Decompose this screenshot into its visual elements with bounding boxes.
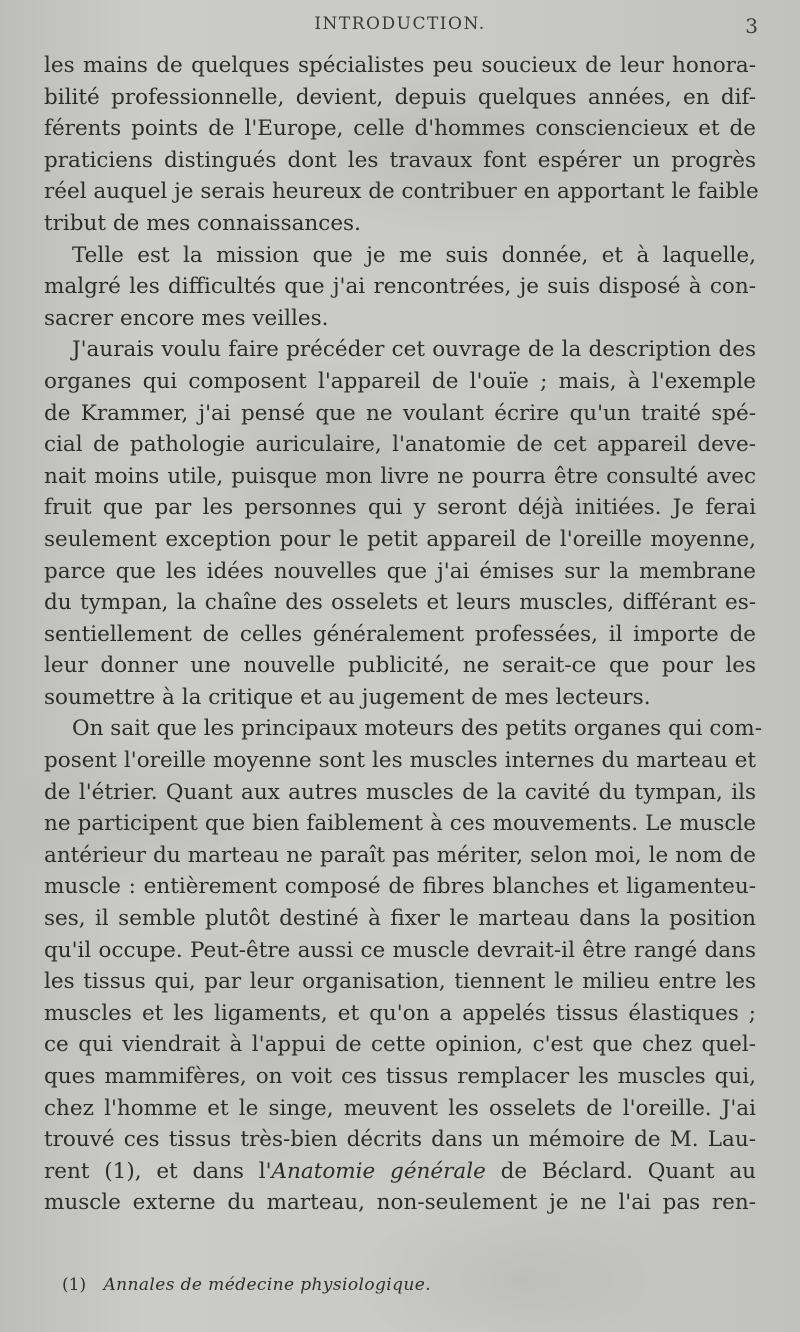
text-line: muscles et les ligaments, et qu'on a appelés tissus élastiques ; <box>44 1000 756 1026</box>
text-line: parce que les idées nouvelles que j'ai émises sur la membrane <box>44 558 756 584</box>
text-line: leur donner une nouvelle publicité, ne serait-ce que pour les <box>44 653 756 679</box>
text-line: nait moins utile, puisque mon livre ne pourra être consulté avec <box>44 463 756 489</box>
text-line: ce qui viendrait à l'appui de cette opinion, c'est que chez quel- <box>44 1032 756 1058</box>
paragraph-2 <box>44 240 756 335</box>
text-line: ne participent que bien faiblement à ces mouvements. Le muscle <box>44 811 756 837</box>
text-line: sentiellement de celles généralement professées, il importe de <box>44 621 756 647</box>
text-line: les mains de quelques spécialistes peu soucieux de leur honora- <box>44 53 756 78</box>
footnote-text: Annales de médecine physiologique. <box>103 1275 431 1295</box>
text-line: bilité professionnelle, devient, depuis quelques années, en dif- <box>44 84 756 110</box>
text-line: posent l'oreille moyenne sont les muscles internes du marteau et <box>44 748 756 774</box>
text-line: tribut de mes connaissances. <box>44 210 361 236</box>
cited-work-title: Anatomie générale <box>271 1158 486 1184</box>
text-line: praticiens distingués dont les travaux font espérer un progrès <box>44 147 756 173</box>
running-head <box>0 14 800 40</box>
text-line-with-citation <box>44 1156 756 1188</box>
text-line: réel auquel je serais heureux de contribuer en apportant le faible <box>44 179 759 205</box>
text-line: qu'il occupe. Peut-être aussi ce muscle devrait-il être rangé dans <box>44 937 756 963</box>
text-line: On sait que les principaux moteurs des petits organes qui com- <box>72 716 762 742</box>
paragraph-1 <box>44 50 759 240</box>
paragraph-4 <box>44 713 762 1219</box>
text-line: ques mammifères, on voit ces tissus remplacer les muscles qui, <box>44 1064 756 1089</box>
text-line: de l'étrier. Quant aux autres muscles de la cavité du tympan, ils <box>44 779 756 805</box>
line-segment: de Béclard. Quant au <box>485 1158 756 1184</box>
paragraph-3 <box>44 334 756 713</box>
text-line: malgré les difficultés que j'ai rencontrées, je suis disposé à con- <box>44 274 756 300</box>
footnote <box>62 1275 431 1295</box>
text-line: antérieur du marteau ne paraît pas mériter, selon moi, le nom de <box>44 842 756 868</box>
text-line: chez l'homme et le singe, meuvent les osselets de l'oreille. J'ai <box>44 1095 756 1121</box>
text-line: ses, il semble plutôt destiné à fixer le marteau dans la position <box>44 906 756 932</box>
text-line: seulement exception pour le petit appareil de l'oreille moyenne, <box>44 526 756 552</box>
text-line: soumettre à la critique et au jugement de mes lecteurs. <box>44 684 651 710</box>
text-line: du tympan, la chaîne des osselets et leurs muscles, différant es- <box>44 590 756 616</box>
text-line: trouvé ces tissus très-bien décrits dans un mémoire de M. Lau- <box>44 1127 756 1153</box>
text-line: muscle externe du marteau, non-seulement je ne l'ai pas ren- <box>44 1190 756 1216</box>
text-line: J'aurais voulu faire précéder cet ouvrage de la description des <box>72 337 756 363</box>
text-line: sacrer encore mes veilles. <box>44 305 329 331</box>
page-number: 3 <box>745 14 758 38</box>
text-line: organes qui composent l'appareil de l'ouïe ; mais, à l'exemple <box>44 368 756 394</box>
running-head-title: INTRODUCTION. <box>314 14 486 34</box>
text-line: Telle est la mission que je me suis donnée, et à laquelle, <box>72 242 756 268</box>
text-line: les tissus qui, par leur organisation, tiennent le milieu entre les <box>44 969 756 995</box>
text-line: muscle : entièrement composé de fibres blanches et ligamenteu- <box>44 874 756 900</box>
text-line: fruit que par les personnes qui y seront déjà initiées. Je ferai <box>44 495 756 521</box>
footnote-marker: (1) <box>62 1275 87 1295</box>
body-text <box>44 50 762 1219</box>
text-line: férents points de l'Europe, celle d'hommes consciencieux et de <box>44 116 756 142</box>
line-segment: rent (1), et dans l' <box>44 1158 272 1184</box>
text-line: de Krammer, j'ai pensé que ne voulant écrire qu'un traité spé- <box>44 400 756 426</box>
text-line: cial de pathologie auriculaire, l'anatomie de cet appareil deve- <box>44 432 756 458</box>
